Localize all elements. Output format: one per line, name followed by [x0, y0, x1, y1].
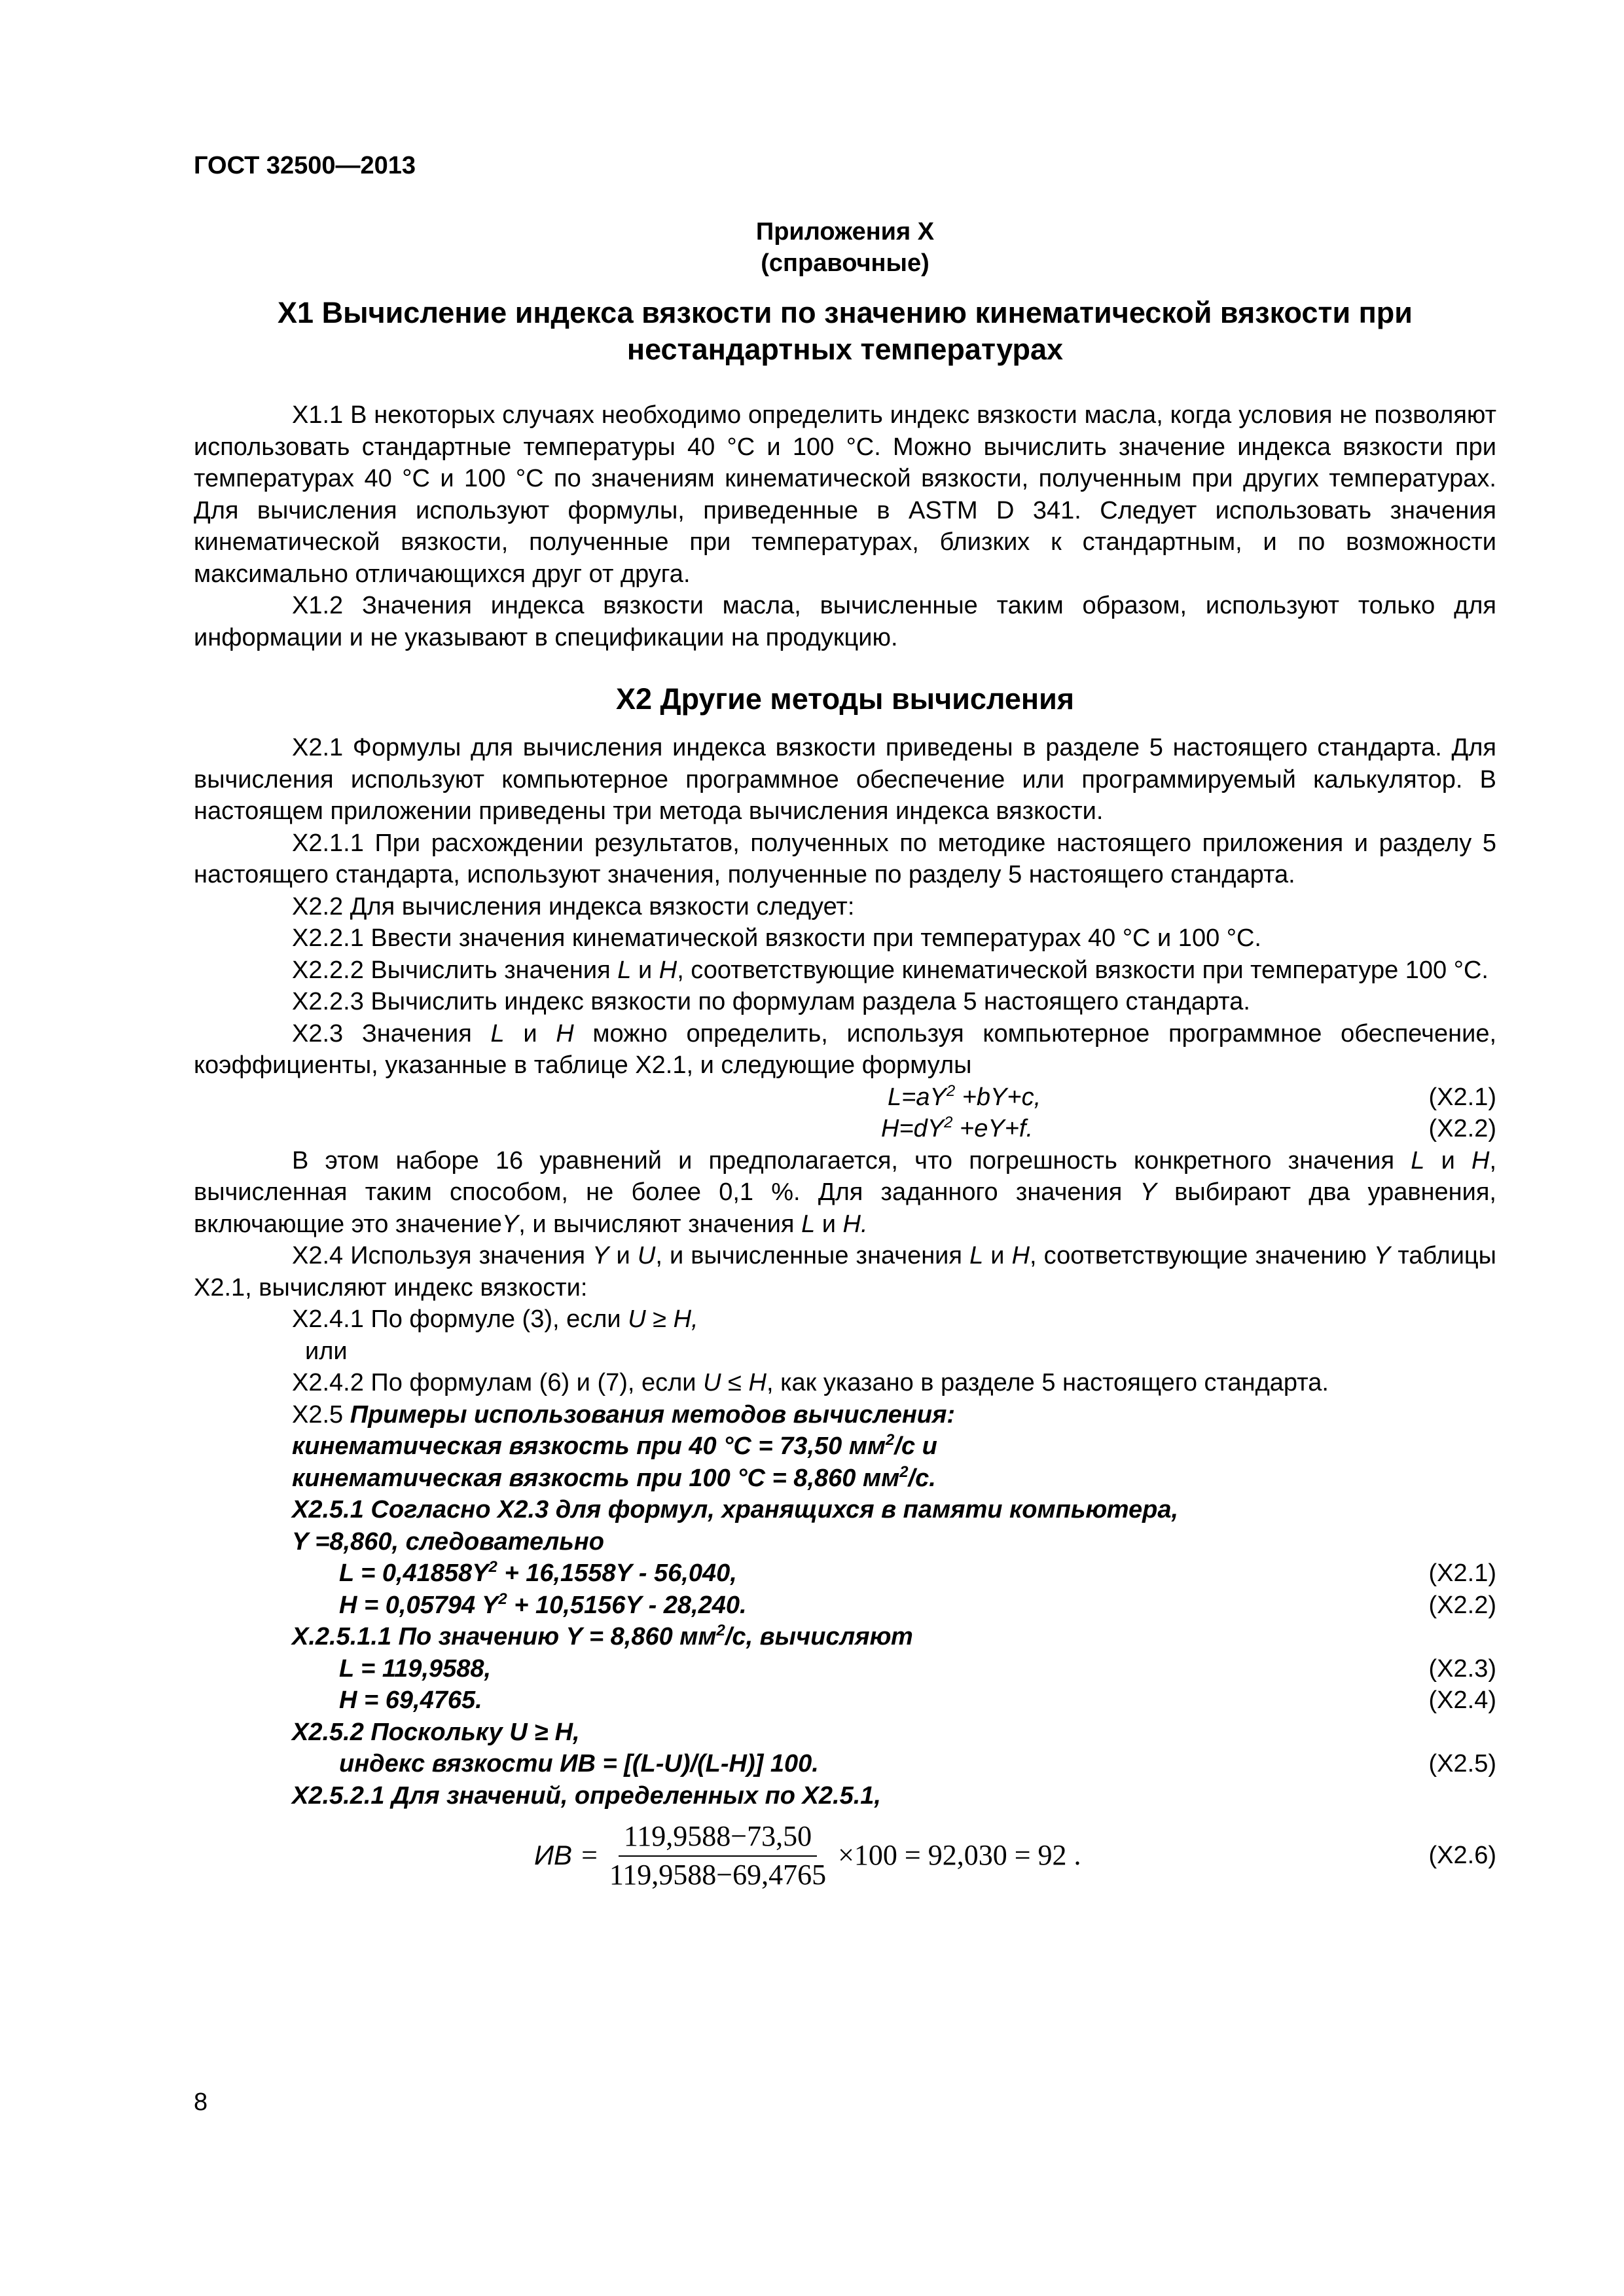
- paragraph-x2-4-2: X2.4.2 По формулам (6) и (7), если U ≤ H, как указано в разделе 5 настоящего стандарта.: [292, 1369, 1329, 1396]
- formula-number: (X2.2): [1428, 1115, 1496, 1142]
- equation-iv-result: [194, 1821, 1496, 1891]
- paragraph-x2-5-2-1: X2.5.2.1 Для значений, определенных по X2.5.1,: [292, 1781, 881, 1810]
- equation-h-value: H = 69,4765. (X2.4): [194, 1685, 1496, 1717]
- equation-h: H = 0,05794 $Y^2 + 10,5156Y - 28,240$. (X2.2): [194, 1590, 1496, 1622]
- paragraph-x1-2: X1.2 Значения индекса вязкости масла, вычисленные таким образом, используют только для информации и не указывают в спецификации на продукцию.: [194, 592, 1496, 651]
- paragraph-or: или: [305, 1337, 348, 1365]
- formula-number: (X2.1): [1428, 1083, 1496, 1111]
- page-number: 8: [194, 2088, 208, 2116]
- formula-number: (X2.6): [1428, 1842, 1496, 1870]
- annex-status: (справочные): [761, 249, 929, 277]
- iv-symbol: ИВ: [534, 1840, 573, 1871]
- formula-number: (X2.1): [1428, 1559, 1496, 1587]
- paragraph-x2-2-2: X2.2.2 Вычислить значения L и H, соответствующие кинематической вязкости при температуре 100 °С.: [292, 956, 1489, 984]
- fraction: [604, 1821, 831, 1891]
- formula-number: (X2.3): [1428, 1654, 1496, 1683]
- formula-number: (X2.2): [1428, 1591, 1496, 1619]
- equation-viscosity-index: индекс вязкости ИВ = [(L-U)/(L-H)] 100. (X2.5): [194, 1748, 1496, 1780]
- annex-heading: [194, 216, 1496, 279]
- section-x1-body: [194, 399, 1496, 653]
- result-tail: ×100 = 92,030 = 92 .: [838, 1839, 1081, 1872]
- equation-l: $L = 0,41858Y^2 + 16,1558Y - 56,040$, (X2.1): [194, 1558, 1496, 1590]
- example-viscosity-40: кинематическая вязкость при 40 °С = 73,50 $мм^2/с$ и: [292, 1431, 937, 1460]
- fraction-denominator: 119,9588−69,4765: [609, 1858, 827, 1891]
- formula-number: (X2.4): [1428, 1686, 1496, 1714]
- equation-l-value: L = 119,9588, (X2.3): [194, 1653, 1496, 1685]
- paragraph-x2-2-3: X2.2.3 Вычислить индекс вязкости по формулам раздела 5 настоящего стандарта.: [292, 988, 1250, 1015]
- example-viscosity-100: кинематическая вязкость при 100 °С = 8,860 $мм^2/с$.: [292, 1463, 936, 1492]
- paragraph-x2-5-1-1: X.2.5.1.1 По значению Y = 8,860 $мм^2/с$, вычисляют: [292, 1622, 913, 1650]
- document-code: ГОСТ 32500—2013: [194, 152, 416, 179]
- section-x2-title: X2 Другие методы вычисления: [615, 682, 1075, 716]
- paragraph-x2-5: X2.5 Примеры использования методов вычисления:: [292, 1400, 956, 1429]
- paragraph-x2-2: X2.2 Для вычисления индекса вязкости следует:: [292, 892, 855, 920]
- paragraph-x2-4-1: X2.4.1 По формуле (3), если U ≥ H,: [292, 1305, 698, 1333]
- paragraph-x2-5-1: X2.5.1 Согласно X2.3 для формул, хранящихся в памяти компьютера,: [292, 1496, 1179, 1523]
- formula-number: (X2.5): [1428, 1750, 1496, 1777]
- paragraph-x2-2-1: X2.2.1 Ввести значения кинематической вязкости при температурах 40 °С и 100 °С.: [292, 924, 1261, 952]
- fraction-numerator: 119,9588−73,50: [619, 1821, 817, 1857]
- paragraph-x2-1-1: X2.1.1 При расхождении результатов, полученных по методике настоящего приложения и разделу 5 настоящего стандарта, используют значения, полученные по разделу 5 настоящего стандарта.: [194, 829, 1496, 888]
- section-x1-title: X1 Вычисление индекса вязкости по значению кинематической вязкости при нестандартных температурах: [278, 296, 1413, 366]
- paragraph-x1-1: X1.1 В некоторых случаях необходимо определить индекс вязкости масла, когда условия не позволяют использовать стандартные температуры 40 °С и 100 °С. Можно вычислить значение индекса вязкости при температурах 40 °С и 100 °С по значениям кинематической вязкости, полученным при других температурах. Для вычисления используют формулы, приведенные в ASTM D 341. Следует использовать значения кинематической вязкости, полученные при температурах, близких к стандартным, и по возможности максимально отличающихся друг от друга.: [194, 401, 1496, 588]
- paragraph-x2-3: X2.3 Значения L и H можно определить, используя компьютерное программное обеспечение, коэффициенты, указанные в таблице X2.1, и следующие формулы: [194, 1019, 1497, 1079]
- paragraph-x2-1: X2.1 Формулы для вычисления индекса вязкости приведены в разделе 5 настоящего стандарта. Для вычисления используют компьютерное программное обеспечение или программируемый калькулятор. В настоящем приложении приведены три метода вычисления индекса вязкости.: [194, 734, 1496, 825]
- paragraph-x2-5-1-y: Y =8,860, следовательно: [292, 1527, 605, 1556]
- formula-x2-2: $H=dY^2 +eY+f$. (X2.2): [194, 1113, 1496, 1145]
- paragraph-x2-4: X2.4 Используя значения Y и U, и вычисленные значения L и H, соответствующие значению Y таблицы X2.1, вычисляют индекс вязкости:: [194, 1242, 1496, 1302]
- paragraph-equation-set: В этом наборе 16 уравнений и предполагается, что погрешность конкретного значения L и H, вычисленная таким способом, не более 0,1 %. Для заданного значения Y выбирают два уравнения, включающие это значениеY, и вычисляют значения L и H.: [194, 1146, 1496, 1238]
- section-x2-body: [194, 732, 1496, 1891]
- formula-x2-1: $L=aY^2 +bY+c$, (X2.1): [194, 1082, 1496, 1114]
- equals-sign: =: [581, 1839, 598, 1872]
- paragraph-x2-5-2: X2.5.2 Поскольку U ≥ H,: [292, 1718, 580, 1746]
- annex-title: Приложения X: [755, 218, 935, 246]
